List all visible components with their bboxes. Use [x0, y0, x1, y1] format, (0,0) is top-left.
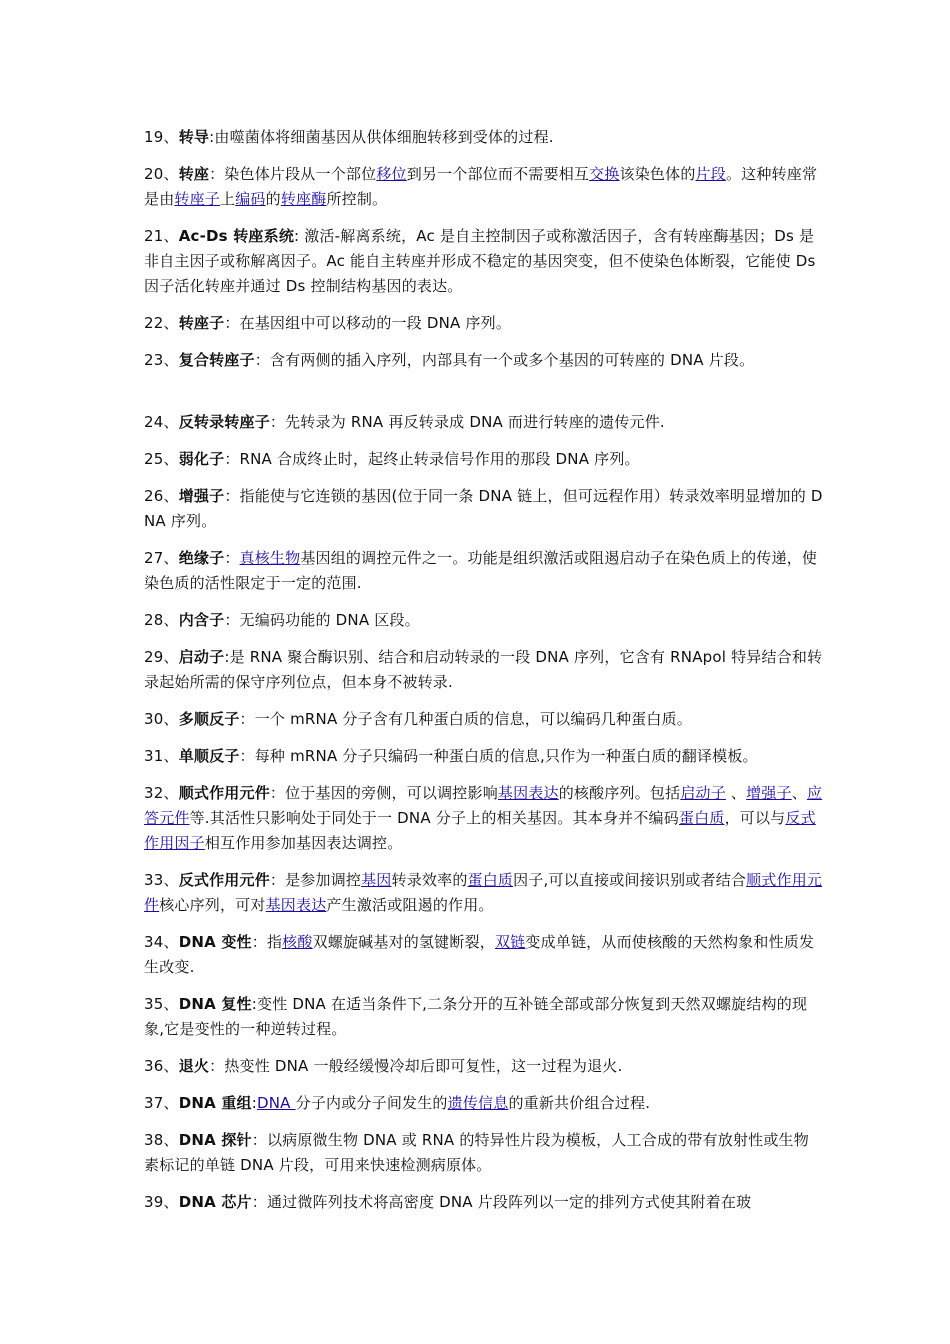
entry-number: 25 [144, 450, 164, 468]
term-link[interactable]: 基因 [361, 871, 392, 889]
entry-term: 内含子 [178, 611, 225, 629]
entry-term: DNA 重组 [178, 1094, 252, 1112]
entry-definition-text: ，可以与 [724, 809, 786, 827]
glossary-entry [144, 707, 824, 732]
glossary-entry [144, 1190, 824, 1215]
glossary-entry [144, 1091, 824, 1116]
entry-number: 38 [144, 1131, 164, 1149]
entry-number: 37 [144, 1094, 164, 1112]
entry-term: 多顺反子 [178, 710, 240, 728]
term-link[interactable]: 编码 [235, 190, 266, 208]
entry-number: 35 [144, 995, 164, 1013]
term-link[interactable]: 蛋白质 [678, 809, 725, 827]
entry-definition-text: 、 [791, 784, 807, 802]
term-link[interactable]: 核酸 [282, 933, 313, 951]
glossary-entry [144, 744, 824, 769]
entry-number: 31 [144, 747, 164, 765]
entry-term: 顺式作用元件 [178, 784, 270, 802]
entry-term: 增强子 [178, 487, 225, 505]
term-link[interactable]: DNA [257, 1094, 296, 1112]
entry-term: DNA 探针 [178, 1131, 252, 1149]
entry-definition-text: ：指 [251, 933, 283, 951]
entry-separator: 、 [163, 487, 179, 505]
glossary-entry [144, 868, 824, 918]
entry-definition-text: :是 RNA 聚合酶识别、结合和启动转录的一段 DNA 序列，它含有 RNApol 特异结合和转录起始所需的保守序列位点，但本身不被转录. [144, 648, 823, 691]
term-link[interactable]: 反式作用因子 [144, 809, 816, 852]
entry-definition-text: :由噬菌体将细菌基因从供体细胞转移到受体的过程. [209, 128, 554, 146]
entry-number: 39 [144, 1193, 164, 1211]
entry-separator: 、 [163, 1193, 179, 1211]
entry-definition-text: ：一个 mRNA 分子含有几种蛋白质的信息，可以编码几种蛋白质。 [239, 710, 692, 728]
entry-number: 32 [144, 784, 164, 802]
term-link[interactable]: 转座酶 [280, 190, 327, 208]
glossary-entry [144, 125, 824, 150]
entry-term: 转座子 [178, 314, 225, 332]
entry-number: 27 [144, 549, 164, 567]
glossary-entry [144, 992, 824, 1042]
entry-definition-text: ：通过微阵列技术将高密度 DNA 片段阵列以一定的排列方式使其附着在玻 [251, 1193, 752, 1211]
entry-term: 反式作用元件 [178, 871, 270, 889]
entry-separator: 、 [163, 611, 179, 629]
entry-definition-text: 的重新共价组合过程. [508, 1094, 651, 1112]
glossary-entry [144, 645, 824, 695]
entry-number: 34 [144, 933, 164, 951]
term-link[interactable]: 顺式作用元件 [144, 871, 823, 914]
entry-number: 20 [144, 165, 164, 183]
entry-definition-text: ：以病原微生物 DNA 或 RNA 的特异性片段为模板，人工合成的带有放射性或生物素标记的单链 DNA 片段，可用来快速检测病原体。 [144, 1131, 809, 1174]
entry-separator: 、 [163, 128, 179, 146]
entry-separator: 、 [163, 450, 179, 468]
glossary-entry [144, 781, 824, 856]
entry-definition-text: ：位于基因的旁侧，可以调控影响 [269, 784, 498, 802]
glossary-entry [144, 608, 824, 633]
entry-number: 33 [144, 871, 164, 889]
entry-term: 转座 [178, 165, 210, 183]
entry-definition-text: ：先转录为 RNA 再反转录成 DNA 而进行转座的遗传元件. [269, 413, 665, 431]
entry-definition-text: ： [224, 549, 240, 567]
entry-definition-text: 。这种转座常是由 [144, 165, 818, 208]
entry-separator: 、 [163, 747, 179, 765]
entry-separator: 、 [163, 1131, 179, 1149]
entry-term: 退火 [178, 1057, 210, 1075]
entry-number: 30 [144, 710, 164, 728]
glossary-entry [144, 447, 824, 472]
entry-definition-text: 、 [725, 784, 747, 802]
entry-number: 26 [144, 487, 164, 505]
entry-definition-text: 分子内或分子间发生的 [295, 1094, 448, 1112]
entry-definition-text: ：在基因组中可以移动的一段 DNA 序列。 [224, 314, 512, 332]
glossary-entry [144, 410, 824, 435]
entry-number: 21 [144, 227, 164, 245]
entry-definition-text: 相互作用参加基因表达调控。 [204, 834, 403, 852]
entry-definition-text: 到另一个部位而不需要相互 [406, 165, 590, 183]
entry-definition-text: ：指能使与它连锁的基因(位于同一条 DNA 链上，但可远程作用）转录效率明显增加的 DNA 序列。 [144, 487, 823, 530]
glossary-entry [144, 484, 824, 534]
entry-definition-text: 上 [220, 190, 236, 208]
entry-number: 24 [144, 413, 164, 431]
glossary-entry [144, 546, 824, 596]
entry-separator: 、 [163, 549, 179, 567]
entry-separator: 、 [163, 710, 179, 728]
entry-term: DNA 变性 [178, 933, 252, 951]
glossary-entry [144, 224, 824, 299]
entry-definition-text: 的 [265, 190, 281, 208]
term-link[interactable]: 应答元件 [144, 784, 823, 827]
entry-definition-text: ：无编码功能的 DNA 区段。 [224, 611, 420, 629]
entry-definition-text: ：含有两侧的插入序列，内部具有一个或多个基因的可转座的 DNA 片段。 [254, 351, 755, 369]
entry-separator: 、 [163, 314, 179, 332]
entry-definition-text: 基因组的调控元件之一。功能是组织激活或阻遏启动子在染色质上的传递，使染色质的活性限定于一定的范围. [144, 549, 818, 592]
entry-number: 23 [144, 351, 164, 369]
entry-term: 反转录转座子 [178, 413, 270, 431]
term-link[interactable]: 真核生物 [239, 549, 301, 567]
entry-definition-text: 的核酸序列。包括 [558, 784, 681, 802]
entry-definition-text: : 激活-解离系统，Ac 是自主控制因子或称激活因子，含有转座酶基因；Ds 是非自主因子或称解离因子。Ac 能自主转座并形成不稳定的基因突变，但不使染色体断裂，它能使 Ds 因子活化转座并通过 Ds 控制结构基因的表达。 [144, 227, 816, 295]
entry-number: 36 [144, 1057, 164, 1075]
glossary-entry [144, 930, 824, 980]
glossary-entry [144, 1128, 824, 1178]
term-link[interactable]: 基因表达 [265, 896, 327, 914]
entry-definition-text: ：每种 mRNA 分子只编码一种蛋白质的信息,只作为一种蛋白质的翻译模板。 [239, 747, 758, 765]
term-link[interactable]: 基因表达 [497, 784, 559, 802]
term-link[interactable]: 启动子 [680, 784, 726, 802]
glossary-entry [144, 162, 824, 212]
entry-definition-text: : [251, 1094, 258, 1112]
entry-number: 19 [144, 128, 164, 146]
entry-definition-text: :变性 DNA 在适当条件下,二条分开的互补链全部或部分恢复到天然双螺旋结构的现象,它是变性的一种逆转过程。 [144, 995, 808, 1038]
entry-separator: 、 [163, 648, 179, 666]
term-link[interactable]: 增强子 [746, 784, 792, 802]
entry-definition-text: 变成单链，从而使核酸的天然构象和性质发生改变. [144, 933, 815, 976]
glossary-entry [144, 348, 824, 373]
glossary-list [144, 125, 824, 1227]
term-link[interactable]: 交换 [589, 165, 620, 183]
entry-number: 22 [144, 314, 164, 332]
entry-term: Ac-Ds 转座系统 [178, 227, 295, 245]
entry-term: 弱化子 [178, 450, 225, 468]
entry-separator: 、 [163, 413, 179, 431]
term-link[interactable]: 蛋白质 [467, 871, 514, 889]
entry-definition-text: 产生激活或阻遏的作用。 [326, 896, 494, 914]
entry-separator: 、 [163, 995, 179, 1013]
entry-definition-text: 转录效率的 [391, 871, 468, 889]
entry-definition-text: 因子,可以直接或间接识别或者结合 [513, 871, 747, 889]
entry-separator: 、 [163, 351, 179, 369]
entry-definition-text: 等.其活性只影响处于同处于一 DNA 分子上的相关基因。其本身并不编码 [189, 809, 679, 827]
entry-definition-text: ：RNA 合成终止时，起终止转录信号作用的那段 DNA 序列。 [224, 450, 640, 468]
glossary-entry [144, 1054, 824, 1079]
entry-term: 绝缘子 [178, 549, 225, 567]
term-link[interactable]: 转座子 [174, 190, 221, 208]
entry-number: 29 [144, 648, 164, 666]
term-link[interactable]: 移位 [376, 165, 407, 183]
entry-separator: 、 [163, 784, 179, 802]
entry-definition-text: 核心序列，可对 [159, 896, 266, 914]
entry-separator: 、 [163, 1094, 179, 1112]
term-link[interactable]: 双链 [494, 933, 526, 951]
entry-definition-text: ：染色体片段从一个部位 [209, 165, 377, 183]
entry-definition-text: ：是参加调控 [269, 871, 362, 889]
entry-term: DNA 芯片 [178, 1193, 252, 1211]
entry-separator: 、 [163, 227, 179, 245]
entry-term: DNA 复性 [178, 995, 252, 1013]
entry-separator: 、 [163, 1057, 179, 1075]
entry-term: 复合转座子 [178, 351, 255, 369]
entry-definition-text: 该染色体的 [619, 165, 696, 183]
entry-term: 单顺反子 [178, 747, 240, 765]
term-link[interactable]: 片段 [695, 165, 726, 183]
entry-term: 启动子 [178, 648, 225, 666]
entry-separator: 、 [163, 933, 179, 951]
entry-number: 28 [144, 611, 164, 629]
term-link[interactable]: 遗传信息 [447, 1094, 509, 1112]
entry-separator: 、 [163, 165, 179, 183]
entry-definition-text: 双螺旋碱基对的氢键断裂， [312, 933, 495, 951]
entry-definition-text: 所控制。 [326, 190, 388, 208]
entry-definition-text: ：热变性 DNA 一般经缓慢冷却后即可复性，这一过程为退火. [209, 1057, 623, 1075]
glossary-entry [144, 311, 824, 336]
entry-separator: 、 [163, 871, 179, 889]
entry-term: 转导 [178, 128, 210, 146]
